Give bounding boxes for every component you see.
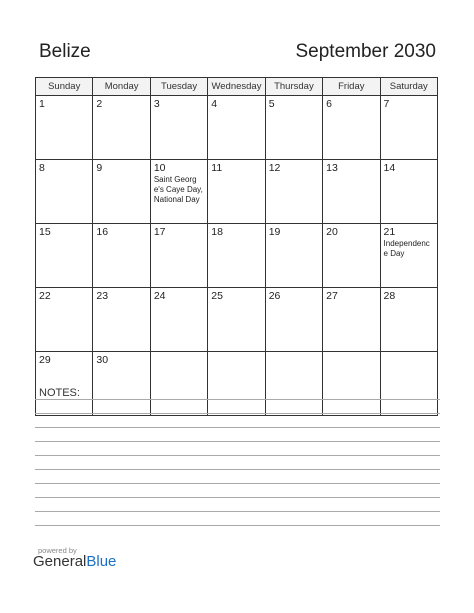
day-cell — [208, 96, 265, 160]
day-number: 24 — [153, 290, 166, 302]
weekday-header: Thursday — [265, 78, 322, 96]
month-year-title: September 2030 — [295, 41, 436, 62]
day-number: 21 — [383, 226, 396, 238]
day-cell — [93, 224, 150, 288]
day-number: 25 — [211, 290, 223, 302]
day-cell — [36, 288, 93, 352]
brand-blue: Blue — [86, 553, 117, 570]
brand-logo[interactable] — [33, 553, 116, 570]
day-cell — [323, 160, 380, 224]
empty-day-cell — [323, 352, 380, 416]
week-row — [36, 288, 438, 352]
day-number: 5 — [268, 98, 275, 110]
weekday-header: Monday — [93, 78, 150, 96]
day-number: 26 — [268, 290, 281, 302]
week-row — [36, 96, 438, 160]
day-cell — [208, 288, 265, 352]
day-number: 20 — [326, 226, 338, 238]
day-cell — [93, 352, 150, 416]
day-number: 19 — [268, 226, 281, 238]
day-cell — [36, 96, 93, 160]
note-line — [35, 511, 440, 512]
note-line — [35, 427, 440, 428]
empty-day-cell — [150, 352, 207, 416]
day-number: 22 — [39, 290, 51, 302]
day-cell — [380, 96, 437, 160]
day-number: 13 — [326, 162, 338, 174]
day-number: 18 — [211, 226, 223, 238]
note-line — [35, 483, 440, 484]
day-cell — [380, 224, 437, 288]
day-cell — [150, 288, 207, 352]
day-number: 2 — [96, 98, 103, 110]
day-cell — [208, 160, 265, 224]
empty-day-cell — [208, 352, 265, 416]
day-cell — [265, 288, 322, 352]
weekday-header: Tuesday — [150, 78, 207, 96]
day-cell — [150, 224, 207, 288]
day-number: 9 — [96, 162, 103, 174]
day-cell — [380, 160, 437, 224]
note-line — [35, 413, 440, 414]
day-cell — [208, 224, 265, 288]
note-line — [35, 497, 440, 498]
day-number: 29 — [39, 354, 51, 366]
day-cell — [265, 224, 322, 288]
day-cell — [323, 96, 380, 160]
powered-by-text: powered by — [38, 546, 77, 555]
day-number: 6 — [326, 98, 332, 110]
day-number: 28 — [383, 290, 396, 302]
day-cell — [265, 96, 322, 160]
note-line — [35, 455, 440, 456]
day-number: 10 — [153, 162, 166, 174]
day-number: 27 — [326, 290, 338, 302]
day-cell — [265, 160, 322, 224]
day-number: 7 — [383, 98, 390, 110]
day-cell — [323, 288, 380, 352]
day-cell — [93, 96, 150, 160]
day-cell — [36, 352, 93, 416]
weekday-header: Wednesday — [208, 78, 265, 96]
empty-day-cell — [265, 352, 322, 416]
day-cell — [150, 96, 207, 160]
day-cell — [380, 288, 437, 352]
day-number: 1 — [39, 98, 45, 110]
calendar-grid — [35, 77, 438, 416]
country-title: Belize — [39, 41, 91, 62]
weekday-header: Saturday — [380, 78, 437, 96]
day-number: 23 — [96, 290, 109, 302]
day-number: 14 — [383, 162, 396, 174]
day-number: 12 — [268, 162, 281, 174]
day-cell — [323, 224, 380, 288]
day-cell — [93, 160, 150, 224]
note-line — [35, 525, 440, 526]
note-line — [35, 399, 440, 400]
empty-day-cell — [380, 352, 437, 416]
day-number: 4 — [211, 98, 218, 110]
note-line — [35, 469, 440, 470]
day-number: 16 — [96, 226, 109, 238]
week-row — [36, 224, 438, 288]
notes-label: NOTES: — [39, 387, 80, 399]
weekday-header: Friday — [323, 78, 380, 96]
day-cell — [93, 288, 150, 352]
weekday-header-row — [36, 78, 438, 96]
day-number: 15 — [39, 226, 51, 238]
holiday-label: Saint George's Caye Day, National Day — [153, 175, 203, 204]
day-number: 3 — [153, 98, 160, 110]
brand-general: General — [33, 553, 87, 570]
week-row — [36, 160, 438, 224]
day-number: 17 — [153, 226, 166, 238]
day-number: 8 — [39, 162, 45, 174]
holiday-label: Independence Day — [383, 239, 430, 258]
day-cell — [36, 224, 93, 288]
weekday-header: Sunday — [36, 78, 93, 96]
day-cell — [36, 160, 93, 224]
day-number: 30 — [96, 354, 109, 366]
week-row — [36, 352, 438, 416]
day-number: 11 — [211, 162, 223, 174]
day-cell — [150, 160, 207, 224]
note-line — [35, 441, 440, 442]
